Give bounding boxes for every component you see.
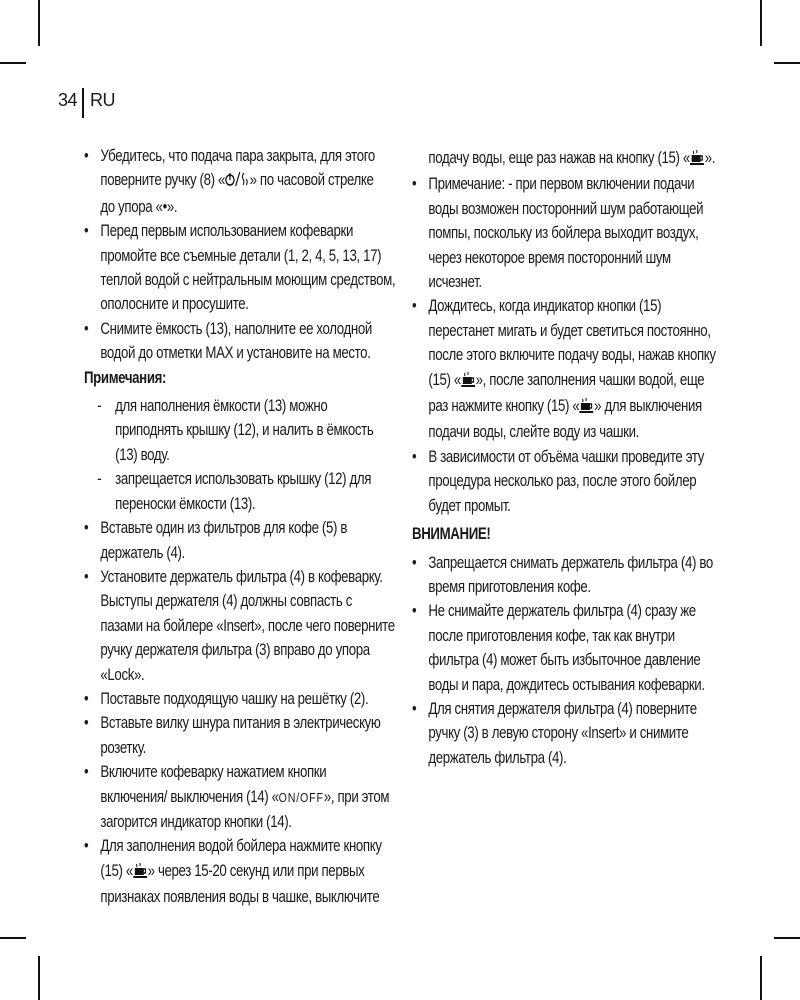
list-item: • Дождитесь, когда индикатор кнопки (15) перестанет мигать и будет светиться постоянно, после этого включите подачу воды, нажав кнопку (15) « », после заполнения чашки водой, еще раз нажмите кнопку (15) « » для выключения подачи воды, слейте воду из чашки.: [412, 294, 724, 444]
list-item: • Перед первым использованием кофеварки промойте все съемные детали (1, 2, 4, 5, 13, 17) теплой водой с нейтральным моющим средством, ополосните и просушите.: [84, 219, 396, 317]
crop-mark: [760, 0, 762, 46]
left-column: [84, 144, 396, 910]
list-item: • Убедитесь, что подача пара закрыта, для этого поверните ручку (8) « » по часовой стрелке до упора «•».: [84, 144, 396, 219]
list-item: • Вставьте один из фильтров для кофе (5) в держатель (4).: [84, 516, 396, 565]
crop-mark: [38, 0, 40, 46]
language-label: RU: [90, 90, 115, 110]
list-item: • Для снятия держателя фильтра (4) поверните ручку (3) в левую сторону «Insert» и снимите держатель фильтра (4).: [412, 697, 724, 770]
header-divider: [82, 88, 84, 118]
list-item: • Установите держатель фильтра (4) в кофеварку. Выступы держателя (4) должны совпасть с пазами на бойлере «Insert», после чего поверните ручку держателя фильтра (3) вправо до упора «Lock».: [84, 565, 396, 687]
power-symbol: ON/OFF: [278, 789, 324, 805]
list-item: • Запрещается снимать держатель фильтра (4) во время приготовления кофе.: [412, 551, 724, 600]
crop-mark: [0, 937, 26, 939]
warning-heading: ВНИМАНИЕ!: [412, 525, 491, 544]
list-item: • Примечание: - при первом включении подачи воды возможен посторонний шум работающей помпы, поскольку из бойлера выходит воздух, через некоторое время посторонний шум исчезнет.: [412, 172, 724, 294]
list-item-continued: подачу воды, еще раз нажав на кнопку (15) « ».: [428, 146, 723, 172]
crop-mark: [38, 956, 40, 1000]
list-item: • В зависимости от объёма чашки проведите эту процедура несколько раз, после этого бойлер будет промыт.: [412, 445, 724, 518]
crop-mark: [774, 937, 800, 939]
list-item: - для наполнения ёмкости (13) можно приподнять крышку (12), и налить в ёмкость (13) воду.: [84, 394, 396, 467]
steam-knob-icon: [225, 170, 250, 194]
cup-icon: [690, 148, 705, 172]
list-item: • Поставьте подходящую чашку на решётку (2).: [84, 687, 396, 711]
cup-icon: [579, 396, 594, 420]
list-item: • Включите кофеварку нажатием кнопки включения/ выключения (14) «ON/OFF», при этом загорится индикатор кнопки (14).: [84, 760, 396, 834]
list-item: • Снимите ёмкость (13), наполните ее холодной водой до отметки MAX и установите на место.: [84, 317, 396, 366]
cup-icon: [461, 370, 476, 394]
list-item: • Не снимайте держатель фильтра (4) сразу же после приготовления кофе, так как внутри фильтра (4) может быть избыточное давление воды и пара, дождитесь остывания кофеварки.: [412, 599, 724, 697]
right-column: [412, 146, 724, 770]
list-item: • Для заполнения водой бойлера нажмите кнопку (15) « » через 15-20 секунд или при первых признаках появления воды в чашке, выключите: [84, 834, 396, 909]
list-item: - запрещается использовать крышку (12) для переноски ёмкости (13).: [84, 467, 396, 516]
notes-heading: Примечания:: [84, 368, 167, 387]
cup-icon: [133, 861, 148, 885]
crop-mark: [760, 956, 762, 1000]
crop-mark: [774, 62, 800, 64]
crop-mark: [0, 62, 26, 64]
list-item: • Вставьте вилку шнура питания в электрическую розетку.: [84, 711, 396, 760]
page-number: 34: [58, 90, 78, 110]
